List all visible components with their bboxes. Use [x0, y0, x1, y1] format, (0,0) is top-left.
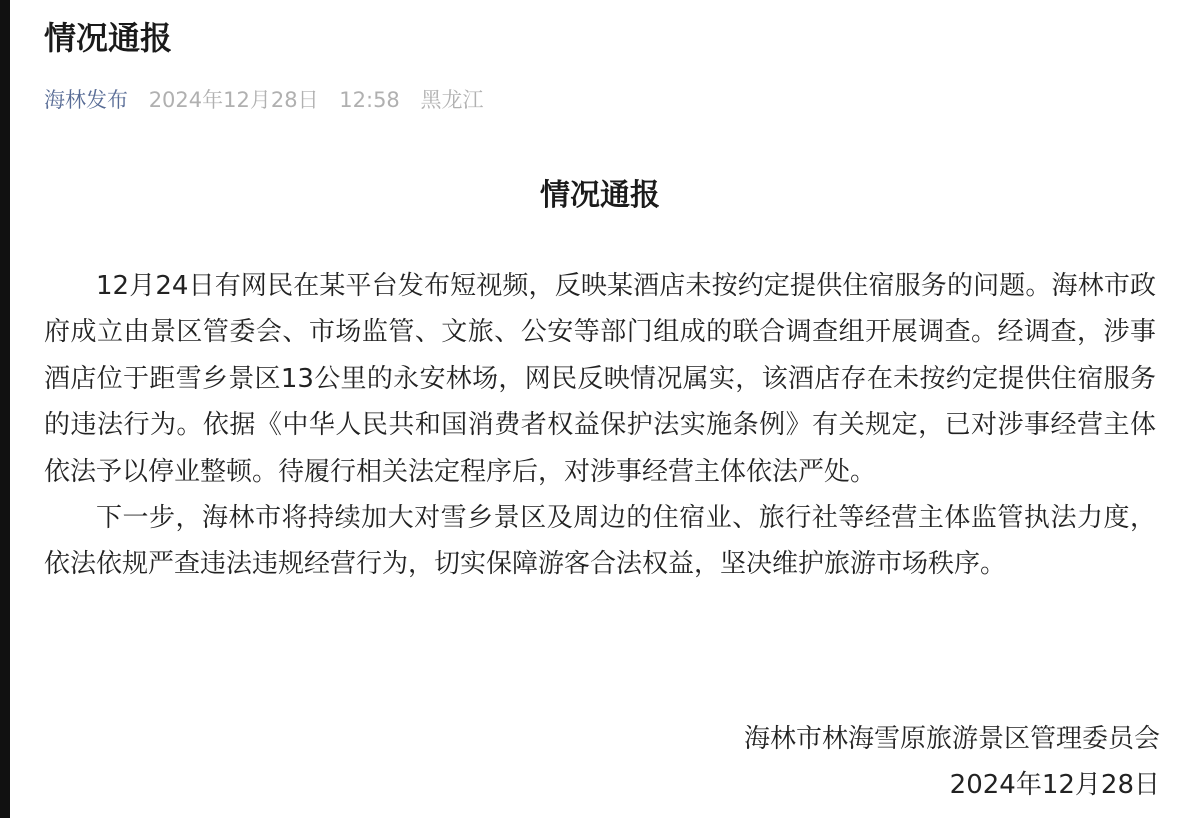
article-header-title: 情况通报: [44, 19, 173, 57]
window-left-edge: [0, 0, 10, 818]
publisher-account-link[interactable]: 海林发布: [44, 88, 128, 112]
notice-body: [44, 263, 1156, 588]
publish-time: 12:58: [339, 88, 400, 112]
notice-signature: [744, 716, 1160, 808]
publish-date: 2024年12月28日: [148, 88, 319, 112]
notice-title: 情况通报: [540, 178, 660, 213]
signature-organization: 海林市林海雪原旅游景区管理委员会: [743, 724, 1160, 754]
notice-paragraph-1: 12月24日有网民在某平台发布短视频，反映某酒店未按约定提供住宿服务的问题。海林市政府成立由景区管委会、市场监管、文旅、公安等部门组成的联合调查组开展调查。经调查，涉事酒店位于距雪乡景区13公里的永安林场，网民反映情况属实，该酒店存在未按约定提供住宿服务的违法行为。依据《中华人民共和国消费者权益保护法实施条例》有关规定，已对涉事经营主体依法予以停业整顿。待履行相关法定程序后，对涉事经营主体依法严处。: [44, 271, 1156, 487]
publish-location: 黑龙江: [420, 88, 484, 112]
signature-date: 2024年12月28日: [949, 770, 1160, 800]
notice-paragraph-2: 下一步，海林市将持续加大对雪乡景区及周边的住宿业、旅行社等经营主体监管执法力度，依法依规严查违法违规经营行为，切实保障游客合法权益，坚决维护旅游市场秩序。: [44, 503, 1156, 580]
article-meta: [44, 86, 483, 114]
article-page: [44, 0, 1160, 818]
